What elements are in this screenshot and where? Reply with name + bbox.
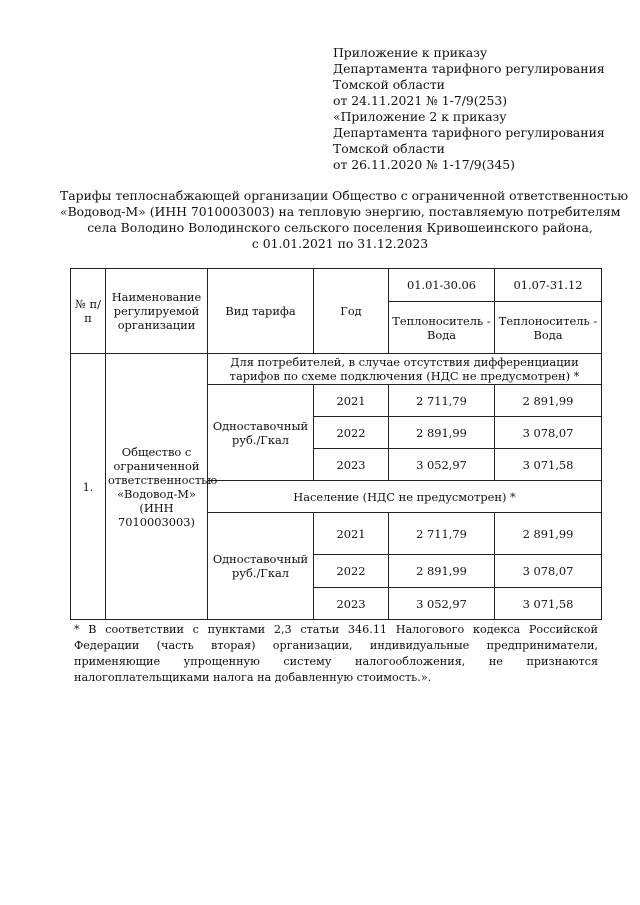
header-period-2: 01.07-31.12: [495, 269, 602, 302]
appendix-line: от 26.11.2020 № 1-17/9(345): [333, 157, 516, 172]
tariff-value: 2 711,79: [389, 513, 495, 555]
header-carrier-2: Теплоноситель - Вода: [495, 302, 602, 354]
header-carrier-1: Теплоноситель - Вода: [389, 302, 495, 354]
tariff-type: Одноставочный руб./Гкал: [208, 385, 314, 481]
header-tariff-type: Вид тарифа: [208, 269, 314, 354]
table-header-row: [71, 269, 602, 302]
year-cell: 2022: [314, 417, 389, 449]
title-line: с 01.01.2021 по 31.12.2023: [251, 236, 429, 251]
year-cell: 2022: [314, 555, 389, 588]
organization-name: Общество с ограниченной ответственностью «Водовод-М» (ИНН 7010003003): [106, 354, 208, 620]
appendix-header: [333, 45, 623, 173]
appendix-line: Приложение к приказу: [333, 45, 488, 60]
group-title: Население (НДС не предусмотрен) *: [208, 481, 602, 513]
tariff-table: [70, 268, 602, 620]
tariff-value: 3 078,07: [495, 417, 602, 449]
tariff-type: Одноставочный руб./Гкал: [208, 513, 314, 620]
header-num: № п/п: [71, 269, 106, 354]
appendix-line: от 24.11.2021 № 1-7/9(253): [333, 93, 508, 108]
year-cell: 2023: [314, 588, 389, 620]
tariff-value: 2 891,99: [495, 385, 602, 417]
header-organization: Наименование регулируемой организации: [106, 269, 208, 354]
title-line: села Володино Володинского сельского поселения Кривошеинского района,: [87, 220, 593, 235]
year-cell: 2021: [314, 385, 389, 417]
appendix-line: Томской области: [333, 141, 445, 156]
year-cell: 2021: [314, 513, 389, 555]
appendix-line: «Приложение 2 к приказу: [333, 109, 507, 124]
year-cell: 2023: [314, 449, 389, 481]
tariff-value: 3 071,58: [495, 449, 602, 481]
tariff-value: 3 071,58: [495, 588, 602, 620]
table-row: [71, 354, 602, 385]
footnote: * В соответствии с пунктами 2,3 статьи 346.11 Налогового кодекса Российской Федерации (часть вторая) организации, индивидуальные предприниматели, применяющие упрощенную систему налогообложения, не признаются налогоплательщиками налога на добавленную стоимость.».: [74, 623, 598, 684]
document-title: [60, 188, 629, 252]
header-year: Год: [314, 269, 389, 354]
tariff-value: 2 891,99: [389, 555, 495, 588]
tariff-value: 2 891,99: [389, 417, 495, 449]
header-period-1: 01.01-30.06: [389, 269, 495, 302]
appendix-line: Департамента тарифного регулирования: [333, 125, 605, 140]
tariff-value: 3 052,97: [389, 449, 495, 481]
tariff-value: 2 891,99: [495, 513, 602, 555]
row-number: 1.: [71, 354, 106, 620]
group-title: Для потребителей, в случае отсутствия дифференциации тарифов по схеме подключения (НДС не предусмотрен) *: [208, 354, 602, 385]
tariff-value: 3 052,97: [389, 588, 495, 620]
appendix-line: Томской области: [333, 77, 445, 92]
tariff-value: 2 711,79: [389, 385, 495, 417]
appendix-line: Департамента тарифного регулирования: [333, 61, 605, 76]
tariff-value: 3 078,07: [495, 555, 602, 588]
title-line: Тарифы теплоснабжающей организации Общество с ограниченной ответственностью: [60, 188, 629, 203]
title-line: «Водовод-М» (ИНН 7010003003) на тепловую энергию, поставляемую потребителям: [60, 204, 621, 219]
